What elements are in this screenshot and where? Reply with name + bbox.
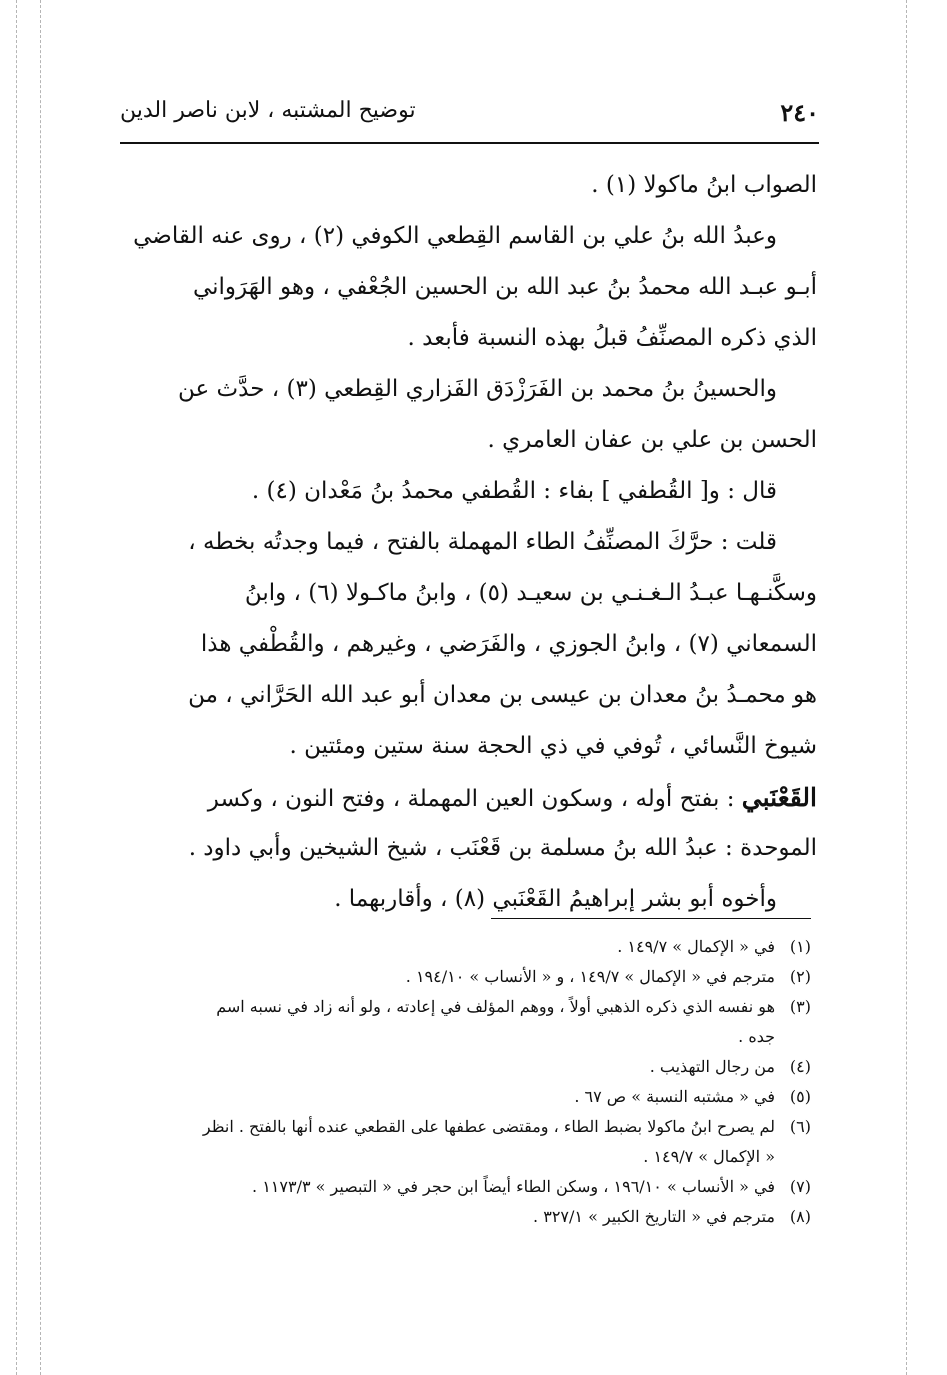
- text-line: [122, 262, 817, 313]
- main-text: [122, 160, 817, 925]
- footnote-number: (٤): [789, 1057, 811, 1076]
- footnote: [110, 1172, 811, 1202]
- footnote-text: لم يصرح ابنُ ماكولا بضبط الطاء ، ومقتضى عطفها على القطعي عنده أنها بالفتح . انظر: [202, 1117, 775, 1136]
- text-line: [122, 364, 817, 415]
- footnote: [110, 1052, 811, 1082]
- footnote-number: (١): [789, 937, 811, 956]
- footnotes: [110, 932, 811, 1232]
- footnote-text: في « مشتبه النسبة » ص ٦٧ .: [574, 1087, 775, 1106]
- line-text: الذي ذكره المصنِّفُ قبلُ بهذه النسبة فأبعد .: [407, 325, 817, 351]
- page-number: ٢٤٠: [780, 98, 819, 127]
- footnote-continuation: « الإكمال » ١٤٩/٧ .: [643, 1147, 775, 1166]
- footnote-number: (٨): [789, 1207, 811, 1226]
- left-margin-dashed-line: [16, 0, 17, 1375]
- footnote: [110, 962, 811, 992]
- line-text: : بفتح أوله ، وسكون العين المهملة ، وفتح النون ، وكسر: [207, 786, 742, 812]
- line-text: أبـو عبـد الله محمدُ بنُ عبد الله بن الحسين الجُعْفي ، وهو الهَرَواني: [192, 274, 817, 300]
- footnote: [110, 992, 811, 1022]
- footnote: [110, 1112, 811, 1142]
- text-line: [122, 313, 817, 364]
- left-margin-dashed-line-2: [40, 0, 41, 1375]
- footnote: [110, 932, 811, 962]
- footnote-text: هو نفسه الذي ذكره الذهبي أولاً ، ووهم المؤلف في إعادته ، ولو أنه زاد في نسبه اسم: [216, 997, 775, 1016]
- footnote-separator: [491, 918, 811, 919]
- text-line: [122, 823, 817, 874]
- text-line: [122, 466, 817, 517]
- line-text: والحسينُ بنُ محمد بن الفَرَزْدَق الفَزاري القِطعي (٣) ، حدَّث عن: [177, 376, 777, 402]
- line-text: السمعاني (٧) ، وابنُ الجوزي ، والفَرَضي ، وغيرهم ، والقُطْفي هذا: [200, 631, 817, 657]
- line-text: قلت : حرَّكَ المصنِّفُ الطاء المهملة بالفتح ، فيما وجدتُه بخطه ،: [188, 529, 777, 555]
- footnote-number: (٥): [789, 1087, 811, 1106]
- line-text: هو محمـدُ بنُ معدان بن عيسى بن معدان أبو عبد الله الحَرَّاني ، من: [188, 682, 817, 708]
- footnote-number: (٣): [789, 997, 811, 1016]
- line-text: الموحدة : عبدُ الله بنُ مسلمة بن قَعْنَب ، شيخ الشيخين وأبي داود .: [188, 835, 817, 861]
- footnote-number: (٧): [789, 1177, 811, 1196]
- header-rule: [120, 142, 819, 144]
- footnote-number: (٦): [789, 1117, 811, 1136]
- text-line: [122, 415, 817, 466]
- line-text: شيوخ النَّسائي ، تُوفي في ذي الحجة سنة ستين ومئتين .: [289, 733, 817, 759]
- text-line: [122, 568, 817, 619]
- footnote: [110, 1082, 811, 1112]
- text-line: [122, 772, 817, 823]
- text-line: [122, 160, 817, 211]
- footnote-continuation: جده .: [738, 1027, 775, 1046]
- footnote: [110, 1202, 811, 1232]
- footnote-text: من رجال التهذيب .: [649, 1057, 775, 1076]
- text-line: [122, 670, 817, 721]
- line-text: الحسن بن علي بن عفان العامري .: [487, 427, 817, 453]
- text-line: [122, 517, 817, 568]
- line-text: وعبدُ الله بنُ علي بن القاسم القِطعي الكوفي (٢) ، روى عنه القاضي: [133, 223, 777, 249]
- right-margin-dashed-line: [906, 0, 907, 1375]
- footnote-text: في « الأنساب » ١٩٦/١٠ ، وسكن الطاء أيضاً ابن حجر في « التبصير » ١١٧٣/٣ .: [252, 1177, 775, 1196]
- running-title: توضيح المشتبه ، لابن ناصر الدين: [120, 98, 416, 123]
- footnote-text: مترجم في « الإكمال » ١٤٩/٧ ، و « الأنساب » ١٩٤/١٠ .: [405, 967, 775, 986]
- footnote-text: مترجم في « التاريخ الكبير » ٣٢٧/١ .: [533, 1207, 775, 1226]
- line-text: وأخوه أبو بشر إبراهيمُ القَعْنَبي (٨) ، وأقاربهما .: [334, 886, 777, 912]
- line-text: قال : و[ القُطفي ] بفاء : القُطفي محمدُ بنُ مَعْدان (٤) .: [251, 478, 777, 504]
- text-line: [122, 619, 817, 670]
- footnote-number: (٢): [789, 967, 811, 986]
- headword: القَعْنَبي: [741, 783, 817, 812]
- line-text: الصواب ابنُ ماكولا (١) .: [591, 172, 817, 198]
- footnote-text: في « الإكمال » ١٤٩/٧ .: [617, 937, 775, 956]
- text-line: [122, 721, 817, 772]
- page-header: [120, 90, 819, 144]
- text-line: [122, 211, 817, 262]
- line-text: وسكَّنـهـا عبـدُ الـغـنـي بن سعيـد (٥) ، وابنُ ماكـولا (٦) ، وابنُ: [244, 580, 817, 606]
